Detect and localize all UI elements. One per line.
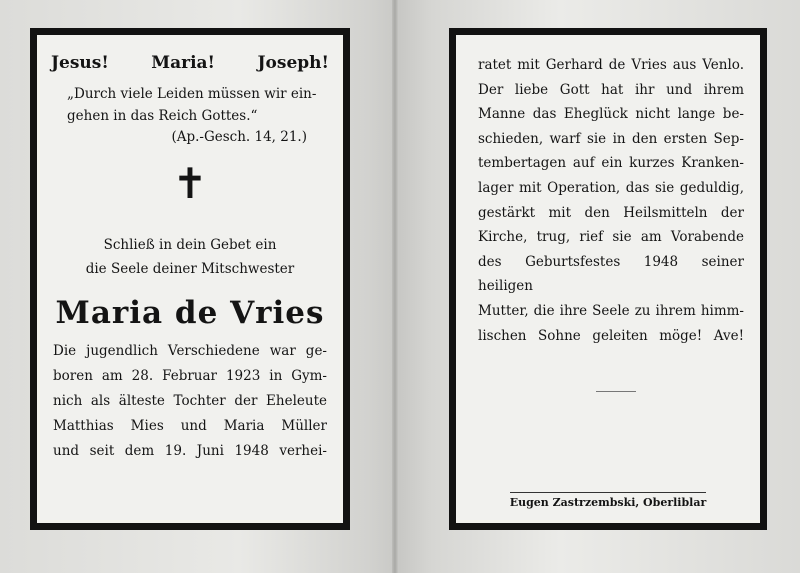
printer-imprint (456, 496, 760, 509)
biography (49, 339, 331, 464)
biography-continued (468, 45, 748, 348)
text-line: Der liebe Gott hat ihr und ihrem (478, 81, 744, 98)
text-line: ratet mit Gerhard de Vries aus Venlo. (478, 57, 744, 73)
divider-rule (596, 391, 636, 392)
bio-line: Matthias Mies und Maria Müller (53, 418, 327, 434)
deceased-name: Maria de Vries (55, 295, 325, 331)
invocation-line (49, 53, 331, 73)
printer-name: Eugen Zastrzembski, Oberliblar (510, 492, 707, 509)
invocation-jesus: Jesus! (51, 53, 109, 73)
prayer-request (49, 233, 331, 281)
text-line: Mutter, die ihre Seele zu ihrem himm- (478, 302, 744, 319)
bio-line: nich als älteste Tochter der Eheleute (53, 393, 327, 409)
text-line: schieden, warf sie in den ersten Sep- (478, 130, 744, 147)
quote-reference: (Ap.-Gesch. 14, 21.) (171, 129, 307, 145)
prayer-line: die Seele deiner Mitschwester (85, 261, 295, 277)
cross-icon: ✝ (172, 159, 208, 208)
bio-line: und seit dem 19. Juni 1948 verhei- (53, 443, 327, 459)
quote-line: gehen in das Reich Gottes.“ (67, 108, 258, 124)
text-line: Manne das Eheglück nicht lange be- (478, 106, 744, 123)
bio-line: boren am 28. Februar 1923 in Gym- (53, 368, 327, 384)
text-line: tembertagen auf ein kurzes Kranken- (478, 155, 744, 172)
text-line: gestärkt mit den Heilsmitteln der (478, 204, 744, 221)
left-panel (30, 28, 350, 530)
bio-line: Die jugendlich Verschiedene war ge- (53, 343, 327, 359)
prayer-line: Schließ in dein Gebet ein (103, 237, 277, 253)
invocation-maria: Maria! (151, 53, 216, 73)
text-line: lischen Sohne geleiten möge! Ave! (478, 327, 744, 344)
text-line: lager mit Operation, das sie geduldig, (478, 179, 744, 196)
invocation-joseph: Joseph! (257, 53, 329, 73)
quote-line: „Durch viele Leiden müssen wir ein- (67, 86, 317, 102)
scripture-quote (49, 83, 331, 127)
text-line: des Geburtsfestes 1948 seiner heiligen (478, 253, 744, 295)
right-panel (449, 28, 767, 530)
center-fold (392, 0, 398, 573)
text-line: Kirche, trug, rief sie am Vorabende (478, 229, 744, 246)
